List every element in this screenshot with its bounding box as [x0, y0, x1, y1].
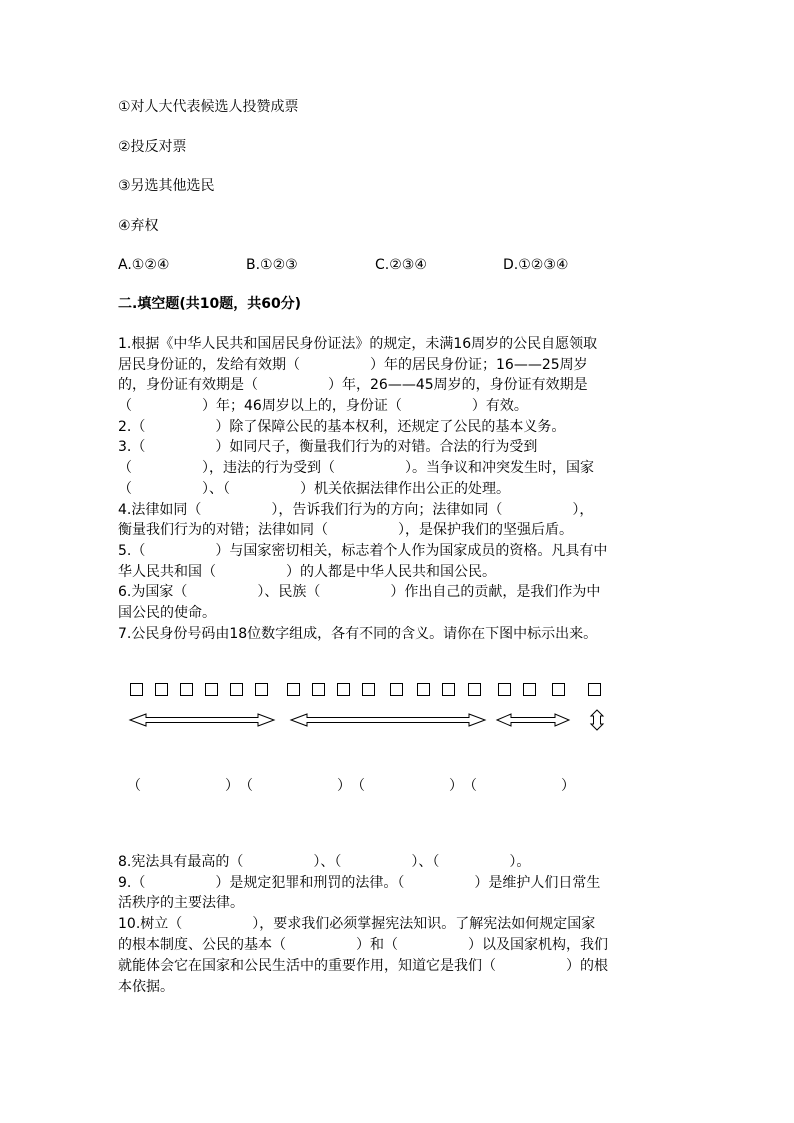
question-line: 居民身份证的，发给有效期（ ）年的居民身份证；16——25周岁: [118, 357, 588, 373]
id-digit-box: [155, 683, 168, 696]
vertical-double-arrow-icon: [591, 710, 603, 730]
option-4: ④弃权: [118, 218, 159, 234]
question-line: 9.（ ）是规定犯罪和刑罚的法律。（ ）是维护人们日常生: [118, 875, 601, 891]
answer-a: A.①②④: [118, 257, 170, 273]
question-line: 5.（ ）与国家密切相关，标志着个人作为国家成员的资格。凡具有中: [118, 543, 608, 559]
question-line: （ ）年；46周岁以上的，身份证（ ）有效。: [118, 398, 528, 414]
answer-c: C.②③④: [375, 257, 427, 273]
question-line: 6.为国家（ ）、民族（ ）作出自己的贡献，是我们作为中: [118, 584, 601, 600]
question-line: 10.树立（ ），要求我们必须掌握宪法知识。了解宪法如何规定国家: [118, 916, 596, 932]
id-digit-box: [287, 683, 300, 696]
question-line: 3.（ ）如同尺子，衡量我们行为的对错。合法的行为受到: [118, 439, 538, 455]
id-digit-box: [417, 683, 430, 696]
question-line: 的，身份证有效期是（ ）年，26——45周岁的，身份证有效期是: [118, 377, 588, 393]
id-digit-box: [337, 683, 350, 696]
question-line: 的根本制度、公民的基本（ ）和（ ）以及国家机构，我们: [118, 937, 608, 953]
id-digit-box: [180, 683, 193, 696]
id-blank-2: （ ）: [239, 778, 351, 794]
question-line: 7.公民身份号码由18位数字组成，各有不同的含义。请你在下图中标示出来。: [118, 626, 598, 642]
question-line: 本依据。: [118, 979, 174, 995]
question-line: （ ）、（ ）机关依据法律作出公正的处理。: [118, 481, 510, 497]
id-digit-box: [468, 683, 481, 696]
id-digit-box: [442, 683, 455, 696]
id-digit-box: [390, 683, 403, 696]
id-blank-4: （ ）: [463, 778, 575, 794]
id-blank-3: （ ）: [351, 778, 463, 794]
id-digit-box: [552, 683, 565, 696]
question-line: 就能体会它在国家和公民生活中的重要作用，知道它是我们（ ）的根: [118, 958, 608, 974]
question-line: 2.（ ）除了保障公民的基本权利，还规定了公民的基本义务。: [118, 419, 566, 435]
question-line: 4.法律如同（ ），告诉我们行为的方向；法律如同（ ），: [118, 502, 594, 518]
option-1: ①对人大代表候选人投赞成票: [118, 99, 299, 115]
id-digit-box: [205, 683, 218, 696]
question-line: 华人民共和国（ ）的人都是中华人民共和国公民。: [118, 564, 496, 580]
question-line: 活秩序的主要法律。: [118, 895, 244, 911]
option-2: ②投反对票: [118, 139, 187, 155]
question-line: 8.宪法具有最高的（ ）、（ ）、（ ）。: [118, 854, 531, 870]
option-3: ③另选其他选民: [118, 178, 215, 194]
section-title: 二.填空题(共10题，共60分): [118, 296, 302, 312]
id-digit-box: [230, 683, 243, 696]
question-line: 1.根据《中华人民共和国居民身份证法》的规定，未满16周岁的公民自愿领取: [118, 336, 598, 352]
double-arrow-icon: [291, 714, 485, 726]
id-digit-box: [255, 683, 268, 696]
question-line: 国公民的使命。: [118, 605, 216, 621]
question-line: （ ），违法的行为受到（ ）。当争议和冲突发生时，国家: [118, 460, 594, 476]
id-digit-box: [362, 683, 375, 696]
double-arrow-icon: [497, 714, 569, 726]
id-digit-box: [312, 683, 325, 696]
id-digit-box: [588, 683, 601, 696]
question-line: 衡量我们行为的对错；法律如同（ ），是保护我们的坚强后盾。: [118, 522, 573, 538]
answer-d: D.①②③④: [503, 257, 569, 273]
answer-b: B.①②③: [246, 257, 298, 273]
id-digit-box: [498, 683, 511, 696]
id-digit-box: [130, 683, 143, 696]
id-blank-1: （ ）: [127, 778, 239, 794]
id-group-arrows: [0, 706, 794, 736]
double-arrow-icon: [130, 714, 274, 726]
id-digit-box: [523, 683, 536, 696]
